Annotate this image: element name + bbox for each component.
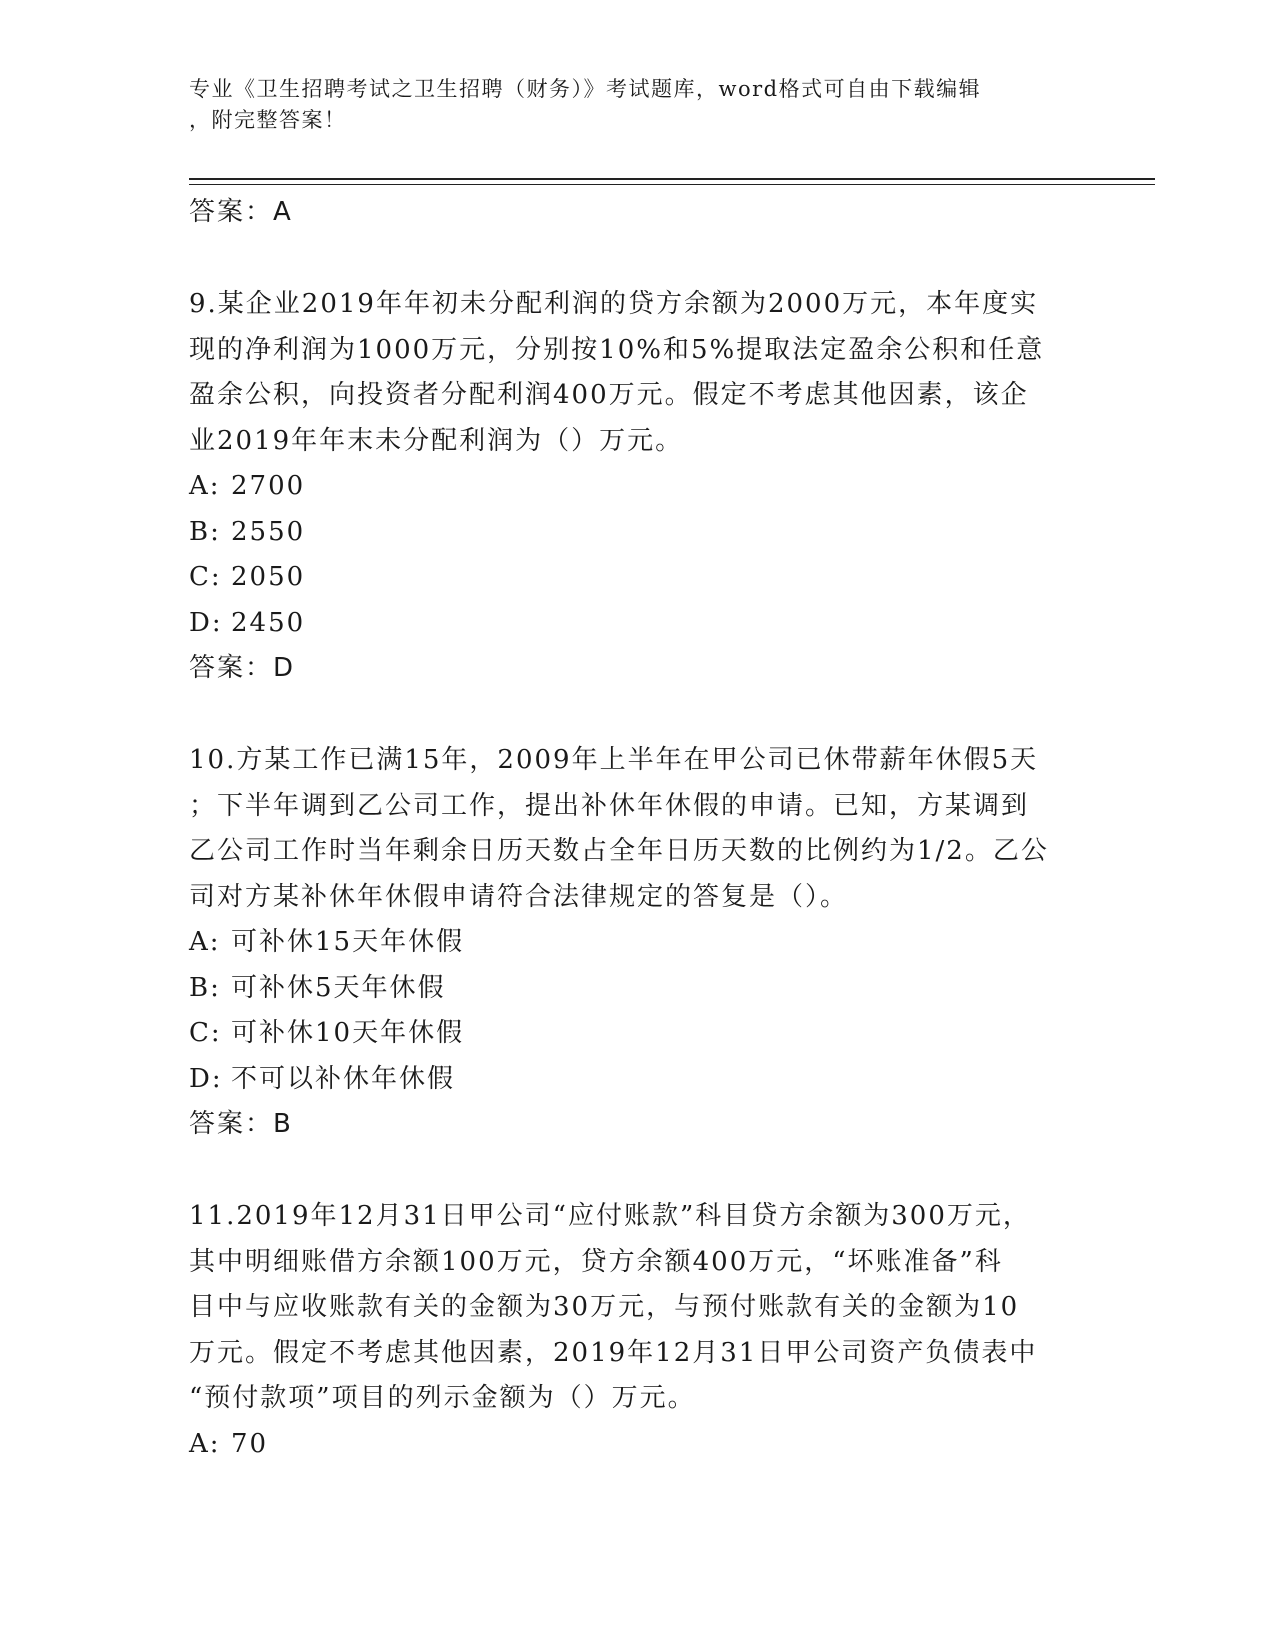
option-text: 2050 bbox=[231, 562, 306, 592]
question-line: 现的净利润为1000万元，分别按10%和5%提取法定盈余公积和任意 bbox=[189, 334, 1045, 365]
option-d bbox=[189, 1057, 1089, 1103]
option-text: 不可以补休年休假 bbox=[231, 1063, 456, 1094]
question-line: 10.方某工作已满15年，2009年上半年在甲公司已休带薪年休假5天 bbox=[189, 745, 1039, 775]
header-divider-thin bbox=[189, 184, 1155, 185]
answer-label: 答案：A bbox=[189, 197, 293, 227]
header-line-1: 专业《卫生招聘考试之卫生招聘（财务）》考试题库，word格式可自由下载编辑 bbox=[189, 77, 982, 101]
option-letter: A: bbox=[189, 471, 221, 501]
question-line: ；下半年调到乙公司工作，提出补休年休假的申请。已知，方某调到 bbox=[189, 790, 1030, 821]
question-line: “预付款项”项目的列示金额为（）万元。 bbox=[189, 1383, 696, 1413]
answer-label: 答案：D bbox=[189, 653, 296, 683]
answer-label: 答案：B bbox=[189, 1109, 293, 1139]
option-letter: D: bbox=[189, 607, 223, 638]
document-body bbox=[189, 190, 1089, 1515]
question-line: 其中明细账借方余额100万元，贷方余额400万元，“坏账准备”科 bbox=[189, 1246, 1003, 1277]
option-letter: B: bbox=[189, 516, 221, 547]
option-a bbox=[189, 1422, 1089, 1468]
option-b bbox=[189, 510, 1089, 556]
option-a bbox=[189, 920, 1089, 966]
option-letter: B: bbox=[189, 972, 221, 1003]
option-letter: A: bbox=[189, 927, 221, 957]
question-line: 盈余公积，向投资者分配利润400万元。假定不考虑其他因素，该企 bbox=[189, 380, 1029, 410]
option-letter: C: bbox=[189, 1018, 222, 1048]
option-text: 可补休10天年休假 bbox=[231, 1018, 465, 1048]
option-text: 70 bbox=[231, 1428, 269, 1459]
option-b bbox=[189, 966, 1089, 1012]
document-header bbox=[189, 74, 1069, 136]
option-text: 2700 bbox=[231, 471, 306, 501]
option-c bbox=[189, 1011, 1089, 1057]
option-text: 可补休5天年休假 bbox=[231, 972, 446, 1003]
question-line: 9.某企业2019年年初未分配利润的贷方余额为2000万元，本年度实 bbox=[189, 289, 1039, 319]
question-text bbox=[189, 282, 1089, 464]
question-line: 业2019年年末未分配利润为（）万元。 bbox=[189, 425, 684, 456]
question-text bbox=[189, 1194, 1089, 1422]
option-letter: C: bbox=[189, 562, 222, 592]
option-text: 2450 bbox=[231, 607, 306, 638]
question-line: 11.2019年12月31日甲公司“应付账款”科目贷方余额为300万元， bbox=[189, 1201, 1031, 1231]
option-c bbox=[189, 555, 1089, 601]
option-letter: D: bbox=[189, 1063, 223, 1094]
header-line-2: ，附完整答案！ bbox=[189, 108, 347, 132]
option-a bbox=[189, 464, 1089, 510]
option-text: 2550 bbox=[231, 516, 306, 547]
option-d bbox=[189, 601, 1089, 647]
question-block bbox=[189, 282, 1089, 690]
question-block bbox=[189, 1194, 1089, 1467]
question-line: 司对方某补休年休假申请符合法律规定的答复是（）。 bbox=[189, 881, 849, 912]
question-text bbox=[189, 738, 1089, 920]
question-block bbox=[189, 738, 1089, 1146]
header-divider-thick bbox=[189, 178, 1155, 180]
question-line: 乙公司工作时当年剩余日历天数占全年日历天数的比例约为1/2。乙公 bbox=[189, 836, 1049, 866]
option-letter: A: bbox=[189, 1428, 221, 1459]
question-line: 目中与应收账款有关的金额为30万元，与预付账款有关的金额为10 bbox=[189, 1292, 1020, 1322]
option-text: 可补休15天年休假 bbox=[231, 927, 465, 957]
question-line: 万元。假定不考虑其他因素，2019年12月31日甲公司资产负债表中 bbox=[189, 1337, 1038, 1368]
